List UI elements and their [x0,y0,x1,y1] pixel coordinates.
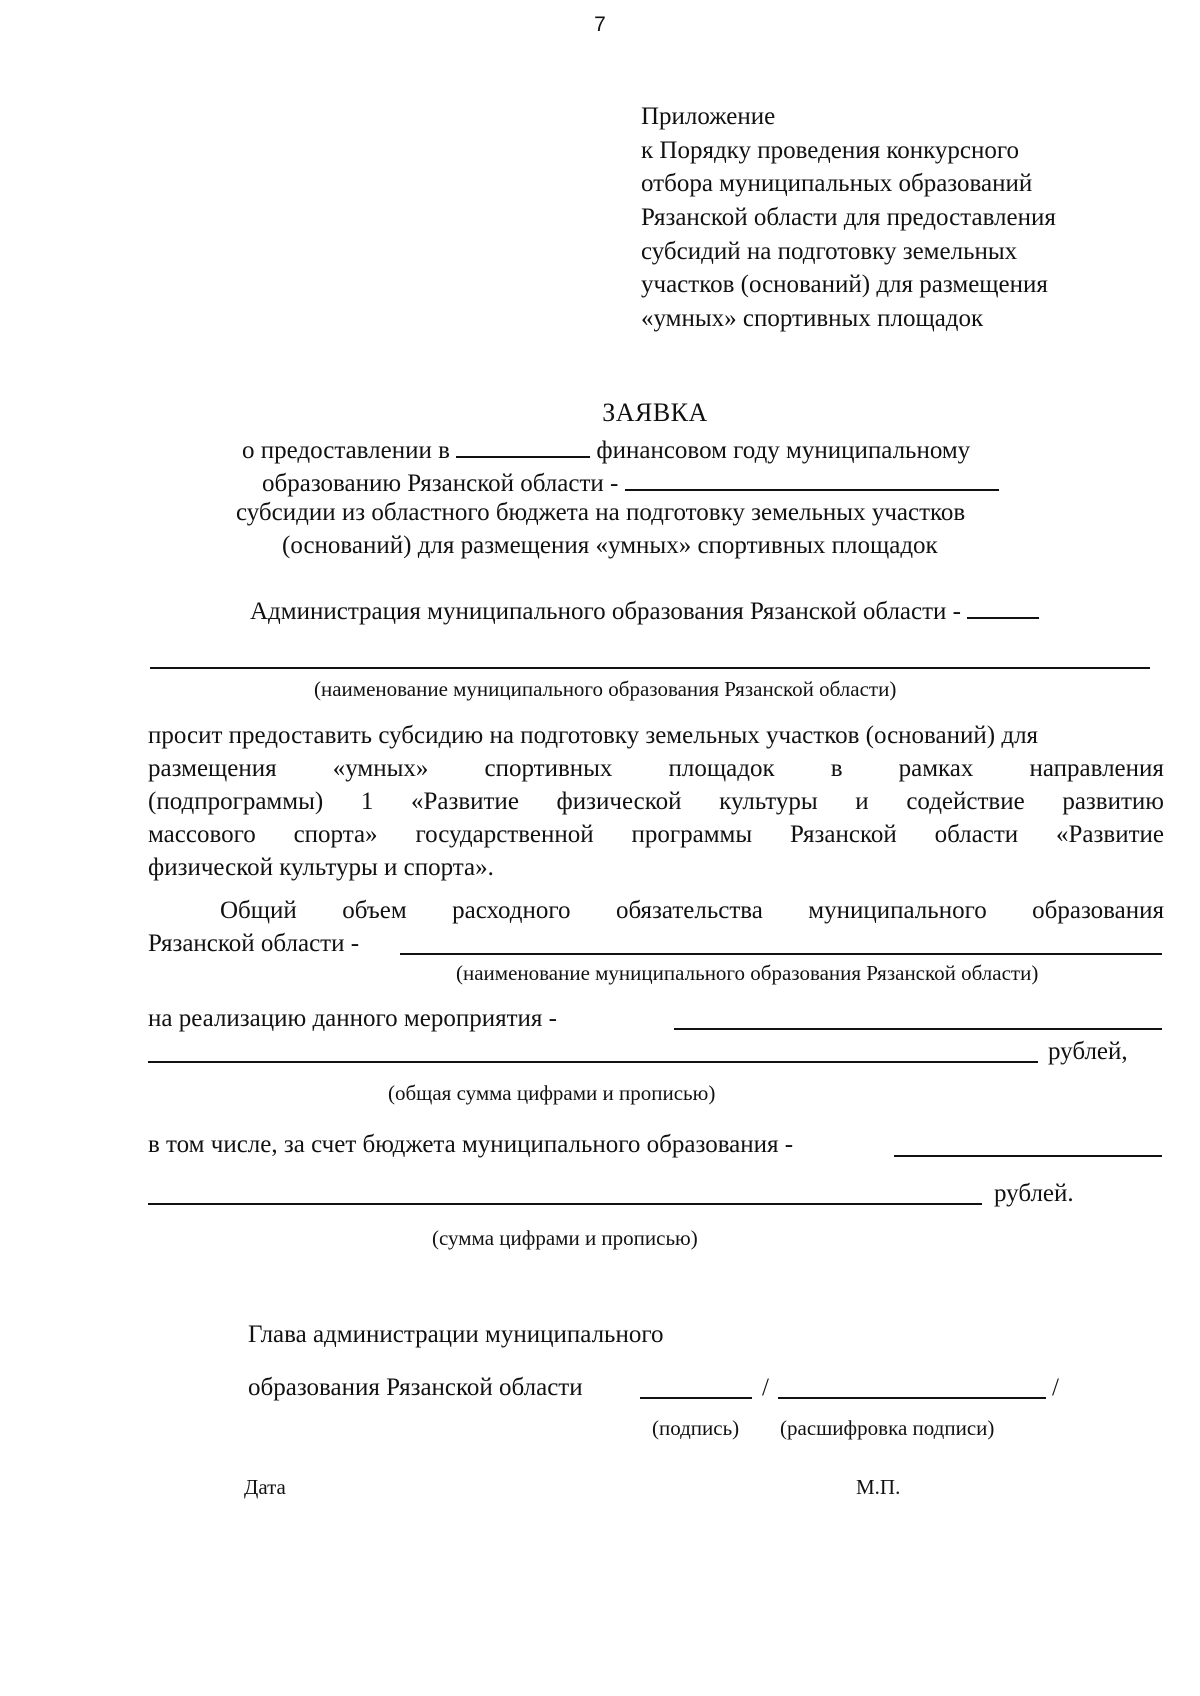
seal-label: М.П. [856,1475,901,1499]
word: физической [556,788,682,815]
annex-line: «умных» спортивных площадок [641,305,984,333]
word: государственной [415,821,594,848]
page-number: 7 [594,13,606,36]
head-title-line-1: Глава администрации муниципального [248,1321,664,1348]
subtitle-line-3: субсидии из областного бюджета на подготовку земельных участков [236,499,966,526]
subtitle-text: финансовом году муниципальному [596,437,971,464]
word: площадок [668,755,775,782]
implementation-amount-line-2[interactable] [148,1061,1038,1063]
including-text: в том числе, за счет бюджета муниципального образования - [148,1131,794,1158]
subtitle-text: образованию Рязанской области - [262,470,619,497]
subtitle-line-4: (оснований) для размещения «умных» спортивных площадок [282,532,938,559]
budget-amount-line-2[interactable] [148,1203,982,1205]
annex-line: отбора муниципальных образований [641,170,1033,198]
word: содействие [906,788,1025,815]
paragraph-text: Рязанской области - [148,930,360,957]
word: развитию [1062,788,1164,815]
word: Рязанской [790,821,897,848]
word: образования [1032,897,1164,924]
word: обязательства [615,897,763,924]
subtitle-line-2 [262,467,999,496]
caption-signature-decode: (расшифровка подписи) [780,1416,995,1440]
head-title-text: образования Рязанской области [248,1374,583,1401]
word: (подпрограммы) [148,788,324,815]
word: Общий [220,897,297,924]
admin-text: Администрация муниципального образования Рязанской области - [250,598,961,625]
word: программы [631,821,753,848]
subtitle-line-1 [242,434,970,463]
word: объем [342,897,407,924]
annex-line: к Порядку проведения конкурсного [641,136,1019,164]
rubles-label: рублей, [1048,1038,1128,1065]
word: «умных» [332,755,429,782]
word: спортивных [484,755,613,782]
implementation-line [148,1006,557,1031]
annex-block [641,100,1056,336]
municipality-field[interactable] [625,467,999,491]
word: «Развитие [410,788,519,815]
date-label: Дата [244,1475,286,1499]
caption-total-sum: (общая сумма цифрами и прописью) [388,1081,716,1105]
word: культуры [719,788,818,815]
caption-sum: (сумма цифрами и прописью) [432,1226,698,1250]
word: размещения [148,755,277,782]
word: в [830,755,843,782]
implementation-text: на реализацию данного мероприятия - [148,1005,557,1032]
year-field[interactable] [456,434,590,458]
word: рамках [898,755,974,782]
admin-name-line[interactable] [150,667,1150,669]
subtitle-text: о предоставлении в [242,437,450,464]
word: массового [148,821,256,848]
paragraph-line-justified [148,789,1164,814]
admin-name-field[interactable] [967,595,1039,619]
word: «Развитие [1056,821,1164,848]
paragraph-line-justified [148,756,1164,781]
word: 1 [360,788,374,815]
word: спорта» [293,821,378,848]
annex-line: Приложение [641,103,776,130]
head-title-line-2 [248,1375,583,1400]
word: муниципального [808,897,987,924]
slash: / [762,1374,769,1401]
word: области [934,821,1019,848]
budget-amount-line[interactable] [894,1155,1162,1157]
including-line [148,1132,793,1157]
annex-line: участков (оснований) для размещения [641,271,1048,299]
signature-field[interactable] [640,1397,752,1399]
paragraph-line-justified [148,822,1164,847]
word: расходного [452,897,571,924]
signature-decode-field[interactable] [778,1397,1046,1399]
word: направления [1029,755,1164,782]
caption-municipality: (наименование муниципального образования Рязанской области) [314,677,897,701]
annex-line: Рязанской области для предоставления [641,204,1056,232]
caption-municipality-2: (наименование муниципального образования Рязанской области) [456,961,1039,985]
paragraph-line-justified [220,898,1164,923]
word: и [855,788,869,815]
obligation-municipality-line[interactable] [400,953,1162,955]
document-title: ЗАЯВКА [602,398,708,427]
caption-signature: (подпись) [652,1416,740,1440]
paragraph-line: просит предоставить субсидию на подготовку земельных участков (оснований) для [148,722,1039,749]
paragraph-line [148,931,359,956]
annex-line: субсидий на подготовку земельных [641,237,1018,265]
admin-line [250,595,1039,624]
paragraph-line: физической культуры и спорта». [148,854,494,881]
slash: / [1052,1374,1059,1401]
implementation-amount-line[interactable] [674,1028,1162,1030]
rubles-label: рублей. [994,1180,1074,1207]
